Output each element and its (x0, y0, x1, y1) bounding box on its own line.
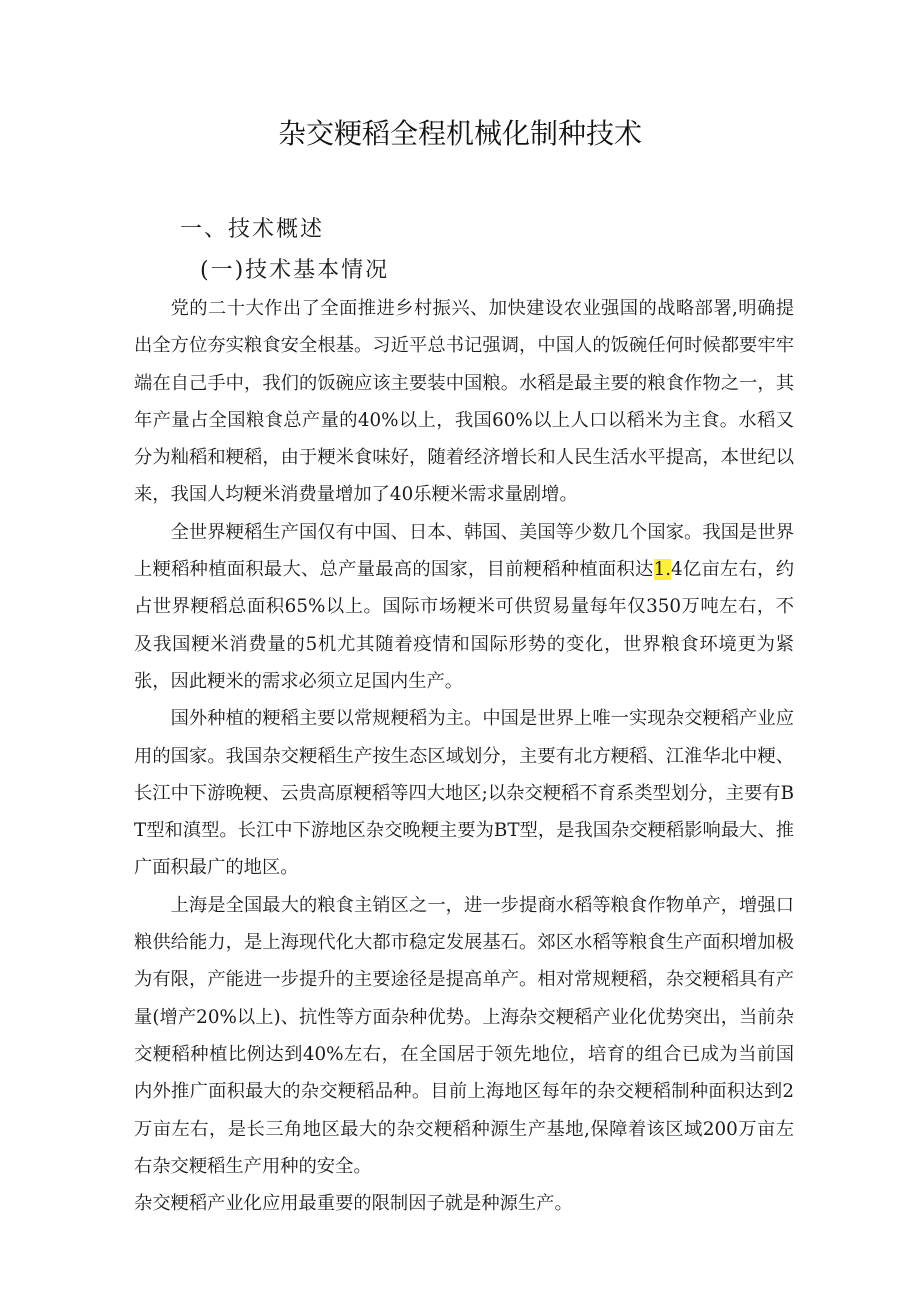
highlighted-text: 1. (653, 559, 672, 581)
subsection-heading: (一)技术基本情况 (200, 258, 390, 283)
paragraph-2-before: 全世界粳稻生产国仅有中国、日本、韩国、美国等少数几个国家。我国是世界上粳稻种植面积最大、总产量最高的国家，目前粳稻种植面积达 (134, 521, 794, 581)
document-body (134, 290, 794, 1222)
paragraph-1: 党的二十大作出了全面推进乡村振兴、加快建设农业强国的战略部署,明确提出全方位夯实粮食安全根基。习近平总书记强调，中国人的饭碗任何时候都要牢牢端在自己手中，我们的饭碗应该主要装中国粮。水稻是最主要的粮食作物之一，其年产量占全国粮食总产量的40%以上，我国60%以上人口以稻米为主食。水稻又分为籼稻和粳稻，由于粳米食味好，随着经济增长和人民生活水平提高，本世纪以来，我国人均粳米消费量增加了40乐粳米需求量剧增。 (134, 298, 794, 506)
paragraph-2 (134, 514, 794, 700)
paragraph-5: 杂交粳稻产业化应用最重要的限制因子就是种源生产。 (134, 1193, 573, 1215)
section-heading: 一、技术概述 (180, 217, 325, 242)
paragraph-3: 国外种植的粳稻主要以常规粳稻为主。中国是世界上唯一实现杂交粳稻产业应用的国家。我国杂交粳稻生产按生态区域划分，主要有北方粳稻、江淮华北中粳、长江中下游晚粳、云贵高原粳稻等四大地区;以杂交粳稻不育系类型划分，主要有BT型和滇型。长江中下游地区杂交晚粳主要为BT型，是我国杂交粳稻影响最大、推广面积最广的地区。 (134, 708, 794, 879)
paragraph-2-after: 4亿亩左右，约占世界粳稻总面积65%以上。国际市场粳米可供贸易量每年仅350万吨左右，不及我国粳米消费量的5机尤其随着疫情和国际形势的变化，世界粮食环境更为紧张，因此粳米的需求必须立足国内生产。 (134, 559, 794, 692)
paragraph-4: 上海是全国最大的粮食主销区之一，进一步提商水稻等粮食作物单产，增强口粮供给能力，是上海现代化大都市稳定发展基石。郊区水稻等粮食生产面积增加极为有限，产能进一步提升的主要途径是提高单产。相对常规粳稻，杂交粳稻具有产量(增产20%以上)、抗性等方面杂种优势。上海杂交粳稻产业化优势突出，当前杂交粳稻种植比例达到40%左右，在全国居于领先地位，培育的组合已成为当前国内外推广面积最大的杂交粳稻品种。目前上海地区每年的杂交粳稻制种面积达到2万亩左右，是长三角地区最大的杂交粳稻种源生产基地,保障着该区域200万亩左右杂交粳稻生产用种的安全。 (134, 894, 794, 1177)
document-title: 杂交粳稻全程机械化制种技术 (277, 117, 642, 150)
